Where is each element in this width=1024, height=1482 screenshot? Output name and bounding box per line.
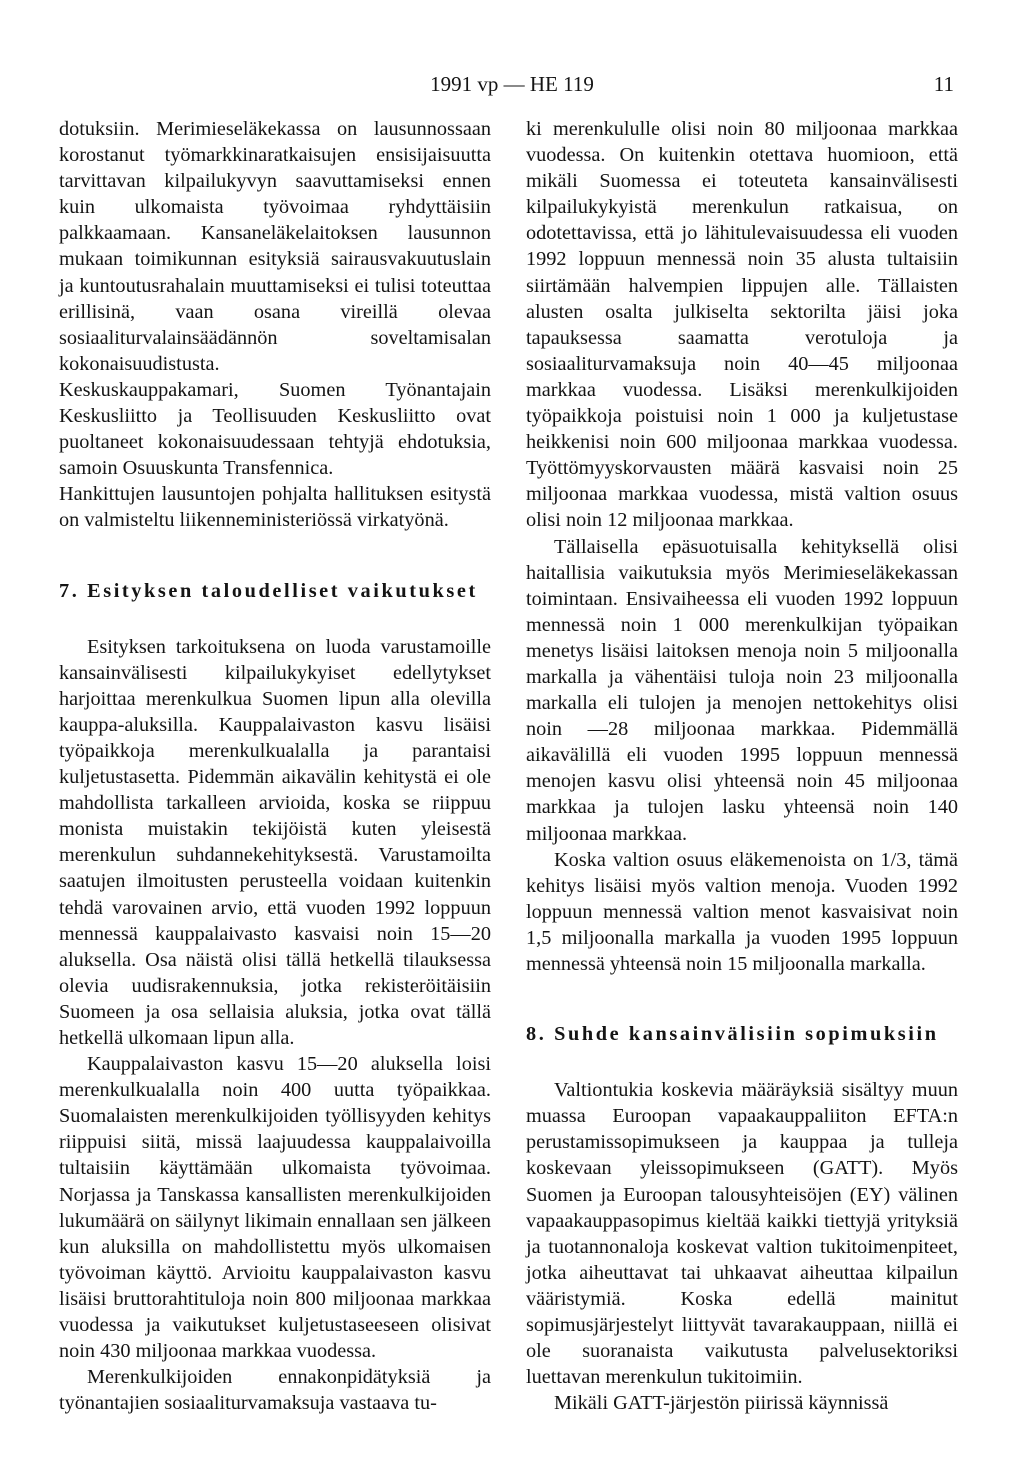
paragraph: Keskuskauppakamari, Suomen Työnantajain Keskusliitto ja Teollisuuden Keskusliitto ovat puoltaneet kokonaisuudessaan tehtyjä ehdotuksia, samoin Osuuskunta Transfennica.	[59, 378, 491, 480]
paragraph: ki merenkululle olisi noin 80 miljoonaa markkaa vuodessa. On kuitenkin otettava huomioon, että mikäli Suomessa ei toteuteta kansainvälisesti kilpailukykyistä merenkulun ratkaisua, on odotettavissa, että jo lähitulevaisuudessa eli vuoden 1992 loppuun mennessä noin 35 alusta tultaisiin siirtämään halvempien lippujen alle. Tällaisten alusten osalta julkiselta sektorilta jäisi joka tapauksessa saamatta verotuloja ja sosiaaliturvamaksuja noin 40—45 miljoonaa markkaa vuodessa. Lisäksi merenkulkijoiden työpaikkoja poistuisi noin 1 000 ja kuljetustase heikkenisi noin 600 miljoonaa markkaa vuodessa. Työttömyyskorvausten määrä kasvaisi noin 25 miljoonaa markkaa vuodessa, mistä valtion osuus olisi noin 12 miljoonaa markkaa.	[526, 118, 958, 532]
paragraph: Koska valtion osuus eläkemenoista on 1/3, tämä kehitys lisäisi myös valtion menoja. Vuoden 1992 loppuun mennessä valtion menot kasvaisivat noin 1,5 miljoonalla markalla ja vuoden 1995 loppuun mennessä yhteensä noin 15 miljoonalla markalla.	[526, 848, 958, 975]
paragraph: Hankittujen lausuntojen pohjalta hallituksen esitystä on valmisteltu liikenneministeriössä virkatyönä.	[59, 483, 491, 532]
spacer	[59, 534, 491, 578]
running-header	[0, 72, 1024, 102]
paragraph: Mikäli GATT-järjestön piirissä käynnissä	[554, 1392, 889, 1415]
running-title: 1991 vp — HE 119	[430, 72, 594, 96]
section-heading-7: 7. Esityksen taloudelliset vaikutukset	[59, 579, 478, 602]
paragraph: dotuksiin. Merimieseläkekassa on lausunnossaan korostanut työmarkkinaratkaisujen ensisijaisuutta tarvittavan kilpailukyvyn saavuttamiseksi ennen kuin ulkomaista työvoimaa ryhdyttäisiin palkkaamaan. Kansaneläkelaitoksen lausunnon mukaan toimikunnan esityksiä sairausvakuutuslain ja kuntoutusrahalain muuttamiseksi ei tulisi toteuttaa erillisinä, vaan osana vireillä olevaa sosiaaliturvalainsäädännön soveltamisalan kokonaisuudistusta.	[59, 118, 491, 375]
paragraph: Esityksen tarkoituksena on luoda varustamoille kansainvälisesti kilpailukykyiset edellytykset harjoittaa merenkulkua Suomen lipun alla olevilla kauppa-aluksilla. Kauppalaivaston kasvu lisäisi työpaikkoja merenkulkualalla ja parantaisi kuljetustasetta. Pidemmän aikavälin kehitystä ei ole mahdollista tarkalleen arvioida, koska se riippuu monista muistakin tekijöistä kuten yleisestä merenkulun suhdannekehityksestä. Varustamoilta saatujen ilmoitusten perusteella voidaan kuitenkin tehdä varovainen arvio, että vuoden 1992 loppuun mennessä kauppalaivasto kasvaisi noin 15—20 aluksella. Osa näistä olisi tällä hetkellä tilauksessa olevia uudisrakennuksia, jotka rekisteröitäisiin Suomeen ja osa sellaisia aluksia, jotka ovat tällä hetkellä ulkomaan lipun alla.	[59, 635, 491, 1049]
paragraph: Kauppalaivaston kasvu 15—20 aluksella loisi merenkulkualalla noin 400 uutta työpaikkaa. Suomalaisten merenkulkijoiden työllisyyden kehitys riippuisi siitä, missä laajuudessa kauppalaivoilla tultaisiin käyttämään ulkomaista työvoimaa. Norjassa ja Tanskassa kansallisten merenkulkijoiden lukumäärä on säilynyt likimain ennallaan sen jälkeen kun aluksilla on mahdollistettu myös ulkomaisen työvoiman käyttö. Arvioitu kauppalaivaston kasvu lisäisi bruttorahtituloja noin 800 miljoonaa markkaa vuodessa ja vaikutukset kuljetustaseeseen olisivat noin 430 miljoonaa markkaa vuodessa.	[59, 1053, 491, 1363]
section-heading-8: 8. Suhde kansainvälisiin sopimuksiin	[526, 1023, 939, 1046]
spacer	[526, 1047, 958, 1077]
left-column	[59, 116, 491, 1416]
spacer	[59, 604, 491, 634]
paragraph: Tällaisella epäsuotuisalla kehityksellä olisi haitallisia vaikutuksia myös Merimieseläkekassan toimintaan. Ensivaiheessa eli vuoden 1992 loppuun mennessä noin 1 000 merenkulkijan työpaikan menetys lisäisi laitoksen menoja noin 5 miljoonalla markalla ja vähentäisi tuloja noin 23 miljoonalla markalla eli tulojen ja menojen nettokehitys olisi noin —28 miljoonaa markkaa. Pidemmällä aikavälillä eli vuoden 1995 loppuun mennessä menojen kasvu olisi yhteensä noin 45 miljoonaa markkaa ja tulojen lasku yhteensä noin 140 miljoonaa markkaa.	[526, 535, 958, 845]
right-column	[526, 116, 958, 1416]
paragraph: Valtiontukia koskevia määräyksiä sisältyy muun muassa Euroopan vapaakauppaliiton EFTA:n perustamissopimukseen ja kauppaa ja tulleja koskevaan yleissopimukseen (GATT). Myös Suomen ja Euroopan talousyhteisöjen (EY) välinen vapaakauppasopimus kieltää kaikki tiettyjä yrityksiä ja tuotannonaloja koskevat valtion tukitoimenpiteet, jotka aiheuttavat tai uhkaavat aiheuttaa kilpailun vääristymiä. Koska edellä mainitut sopimusjärjestelyt liittyvät tavarakauppaan, niillä ei ole suoranaista vaikutusta palvelusektoriksi luettavan merenkulun tukitoimiin.	[526, 1079, 958, 1389]
page-number: 11	[933, 72, 954, 96]
paragraph: Merenkulkijoiden ennakonpidätyksiä ja työnantajien sosiaaliturvamaksuja vastaava tu-	[59, 1366, 491, 1415]
spacer	[526, 977, 958, 1021]
